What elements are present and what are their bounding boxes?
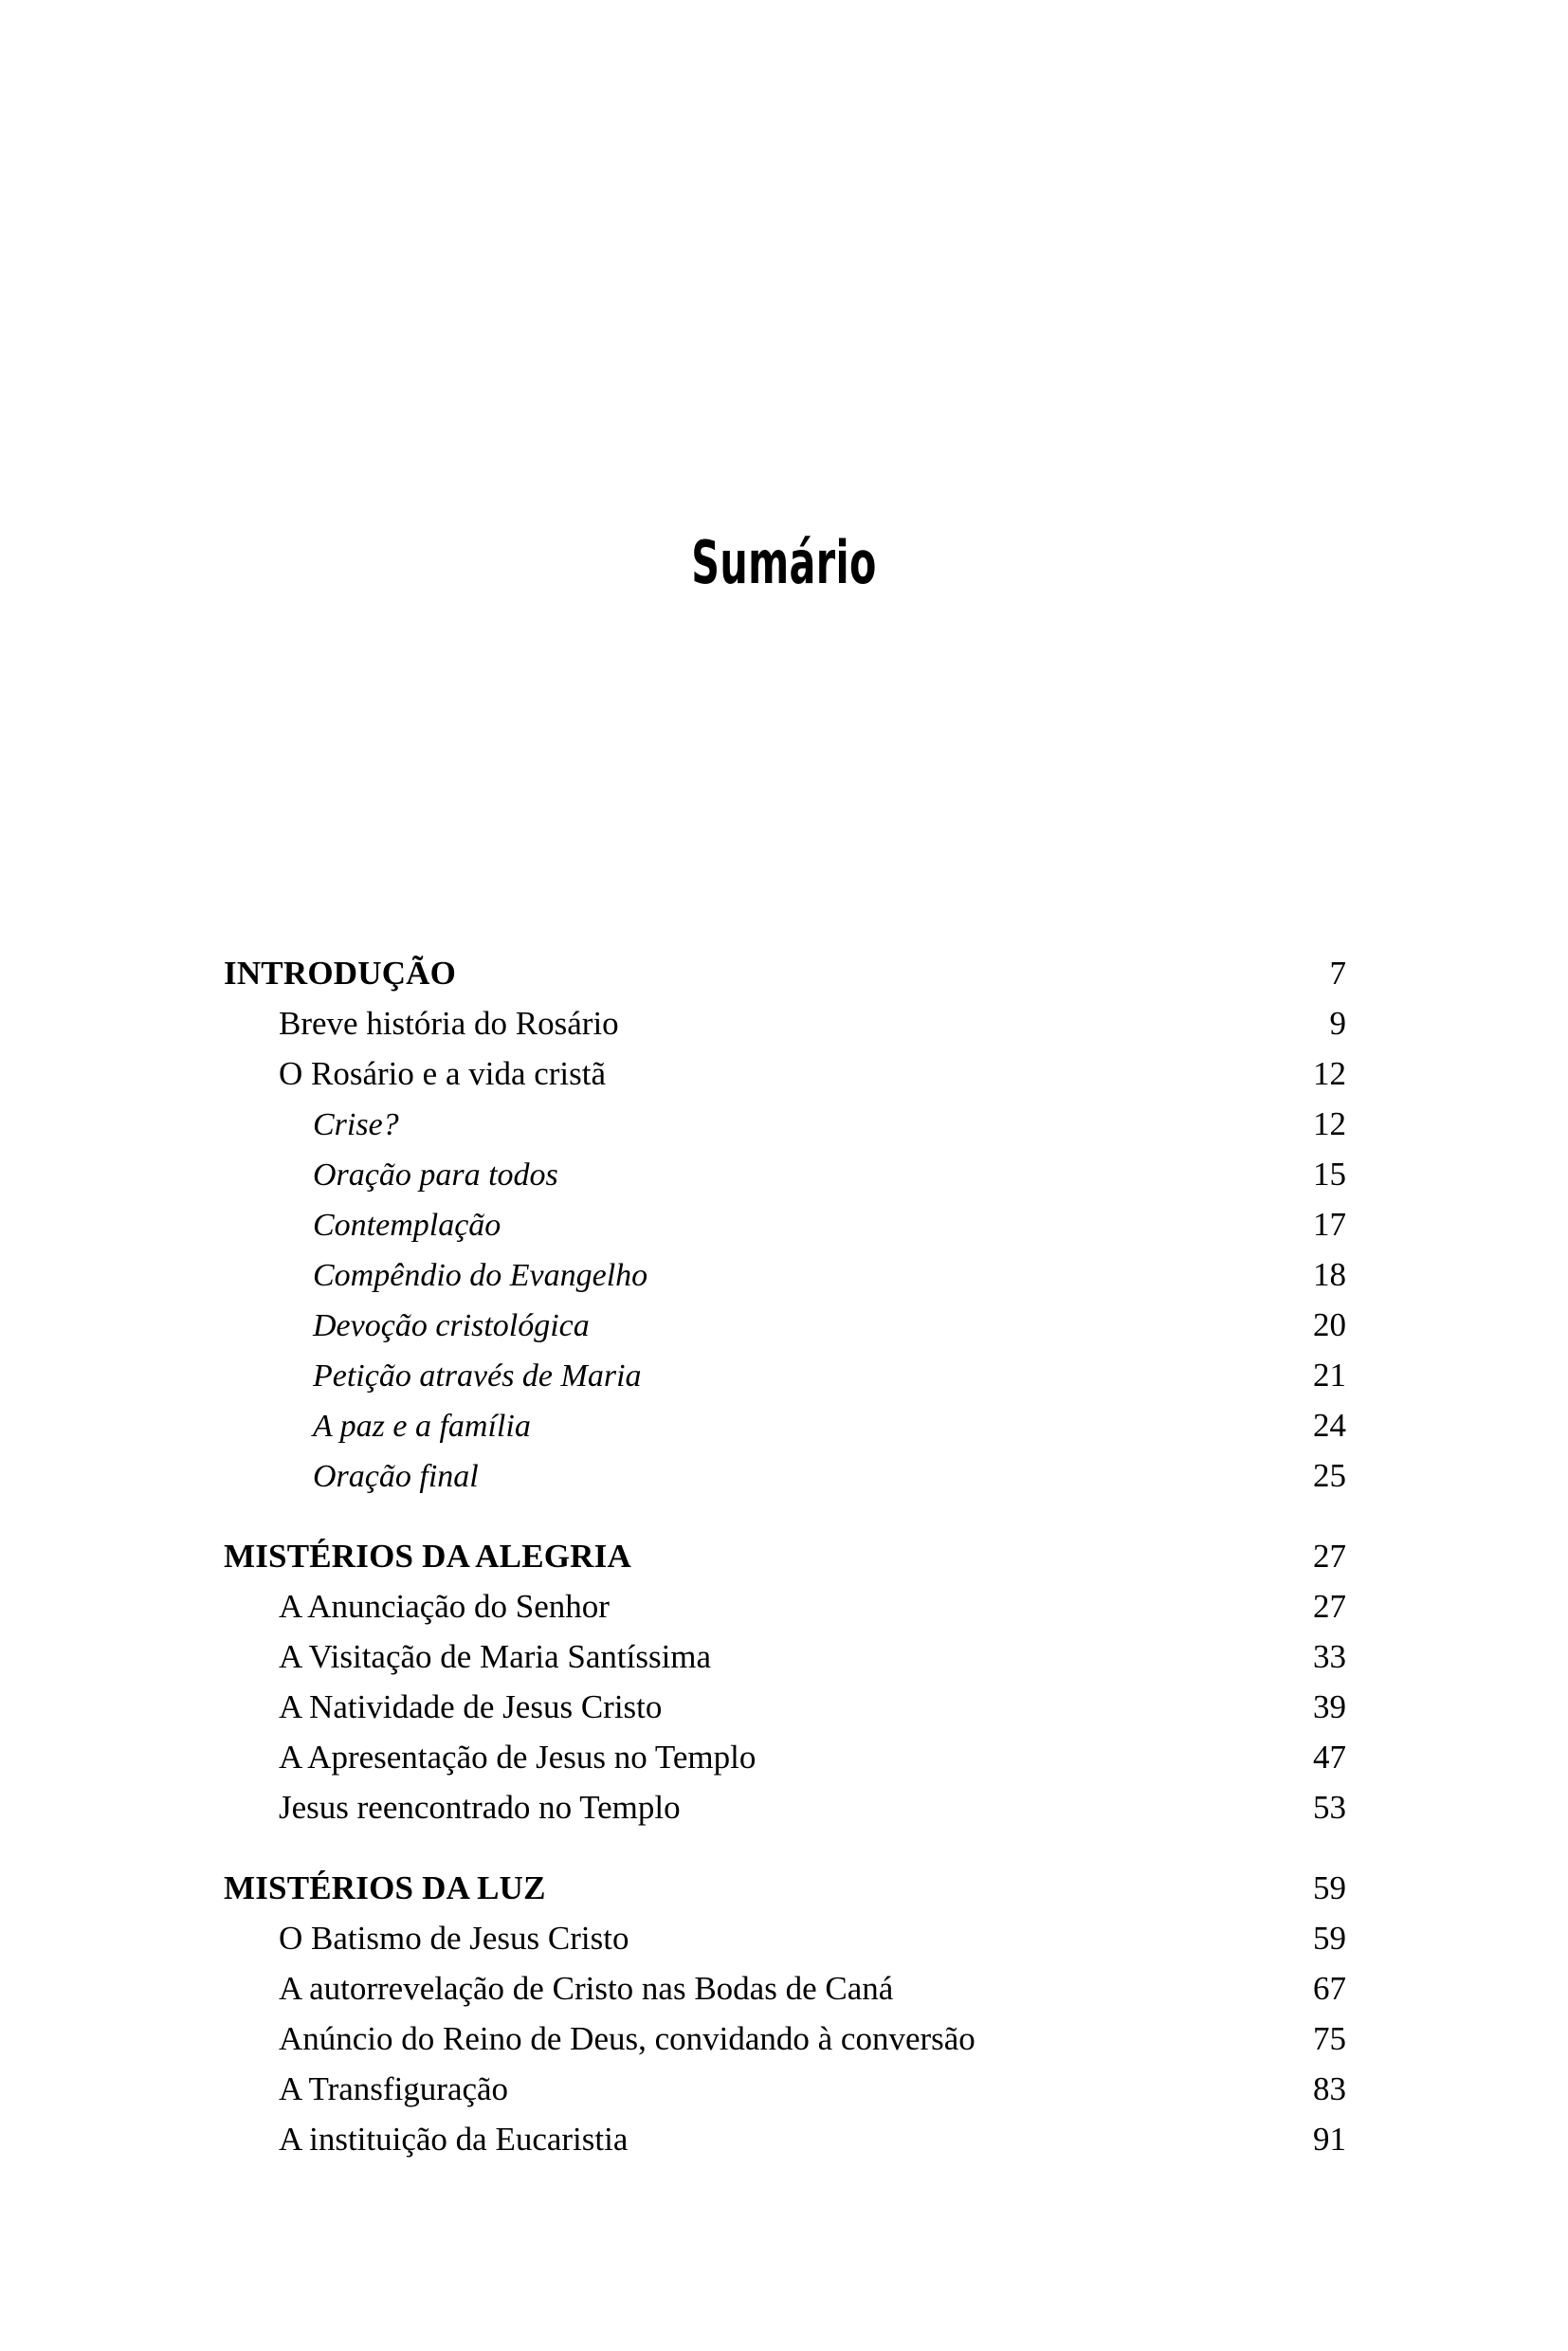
toc-page-number: 18 (1313, 1256, 1346, 1293)
toc-page-number: 20 (1313, 1306, 1346, 1343)
toc-page-number: 91 (1313, 2121, 1346, 2158)
toc-section-label: MISTÉRIOS DA ALEGRIA (224, 1538, 631, 1575)
toc-page-number: 21 (1313, 1357, 1346, 1394)
toc-page-number: 12 (1313, 1105, 1346, 1142)
toc-entry-row[interactable] (220, 1350, 1346, 1400)
toc-entry-row[interactable] (220, 1682, 1346, 1732)
toc-entry-label: Oração final (313, 1459, 479, 1494)
toc-entry-row[interactable] (220, 998, 1346, 1048)
toc-page-number: 47 (1313, 1739, 1346, 1776)
toc-entry-row[interactable] (220, 1249, 1346, 1300)
toc-entry-row[interactable] (220, 1099, 1346, 1149)
toc-page-number: 27 (1313, 1588, 1346, 1625)
toc-entry-row[interactable] (220, 1199, 1346, 1249)
toc-page-number: 12 (1313, 1055, 1346, 1092)
toc-page-number: 24 (1313, 1407, 1346, 1444)
toc-page-number: 53 (1313, 1789, 1346, 1826)
page-title: Sumário (691, 527, 877, 597)
toc-page-number: 7 (1329, 955, 1346, 992)
toc-entry-label: Contemplação (313, 1208, 501, 1243)
toc-entry-label: A instituição da Eucaristia (279, 2121, 629, 2158)
toc-entry-label: Compêndio do Evangelho (313, 1258, 648, 1293)
toc-entry-label: A paz e a família (313, 1409, 531, 1444)
toc-entry-row[interactable] (220, 1631, 1346, 1682)
toc-entry-label: A Apresentação de Jesus no Templo (279, 1739, 757, 1776)
toc-entry-row[interactable] (220, 1300, 1346, 1350)
toc-entry-row[interactable] (220, 1782, 1346, 1832)
toc-entry-label: Crise? (313, 1107, 399, 1142)
toc-entry-label: Jesus reencontrado no Templo (279, 1789, 681, 1826)
toc-section-label: MISTÉRIOS DA LUZ (224, 1869, 546, 1906)
toc-page-number: 59 (1313, 1869, 1346, 1906)
toc-entry-label: Anúncio do Reino de Deus, convidando à conversão (279, 2020, 975, 2057)
toc-entry-label: Petição através de Maria (313, 1358, 642, 1394)
toc-page-number: 15 (1313, 1156, 1346, 1193)
toc-entry-label: A autorrevelação de Cristo nas Bodas de Caná (279, 1970, 894, 2007)
toc-page-number: 33 (1313, 1638, 1346, 1675)
toc-page-number: 27 (1313, 1538, 1346, 1575)
toc-entry-label: A Anunciação do Senhor (279, 1588, 610, 1625)
toc-page-number: 59 (1313, 1920, 1346, 1957)
toc-entry-label: O Rosário e a vida cristã (279, 1055, 607, 1092)
toc-entry-row[interactable] (220, 1732, 1346, 1782)
toc-page-number: 17 (1313, 1206, 1346, 1243)
toc-entry-label: A Visitação de Maria Santíssima (279, 1638, 712, 1675)
toc-page-number: 39 (1313, 1688, 1346, 1725)
toc-entry-row[interactable] (220, 1913, 1346, 1963)
table-of-contents (220, 948, 1346, 2164)
toc-entry-row[interactable] (220, 1450, 1346, 1501)
toc-entry-row[interactable] (220, 2064, 1346, 2114)
toc-entry-row[interactable] (220, 2014, 1346, 2064)
toc-page-number: 25 (1313, 1457, 1346, 1494)
toc-entry-row[interactable] (220, 1963, 1346, 2014)
toc-page-number: 67 (1313, 1970, 1346, 2007)
toc-section-row[interactable] (220, 1863, 1346, 1913)
toc-entry-row[interactable] (220, 1149, 1346, 1199)
toc-entry-row[interactable] (220, 2114, 1346, 2164)
toc-section-label: INTRODUÇÃO (224, 955, 457, 992)
toc-section-row[interactable] (220, 1531, 1346, 1581)
toc-entry-label: Oração para todos (313, 1157, 558, 1193)
toc-entry-row[interactable] (220, 1048, 1346, 1099)
toc-entry-row[interactable] (220, 1400, 1346, 1450)
toc-section-row[interactable] (220, 948, 1346, 998)
toc-entry-label: A Transfiguração (279, 2070, 509, 2107)
toc-page-number: 83 (1313, 2070, 1346, 2107)
toc-entry-row[interactable] (220, 1581, 1346, 1631)
toc-page-number: 75 (1313, 2020, 1346, 2057)
toc-entry-label: Breve história do Rosário (279, 1005, 619, 1042)
toc-entry-label: A Natividade de Jesus Cristo (279, 1688, 663, 1725)
toc-page-number: 9 (1329, 1005, 1346, 1042)
toc-entry-label: O Batismo de Jesus Cristo (279, 1920, 629, 1957)
toc-entry-label: Devoção cristológica (313, 1308, 590, 1343)
